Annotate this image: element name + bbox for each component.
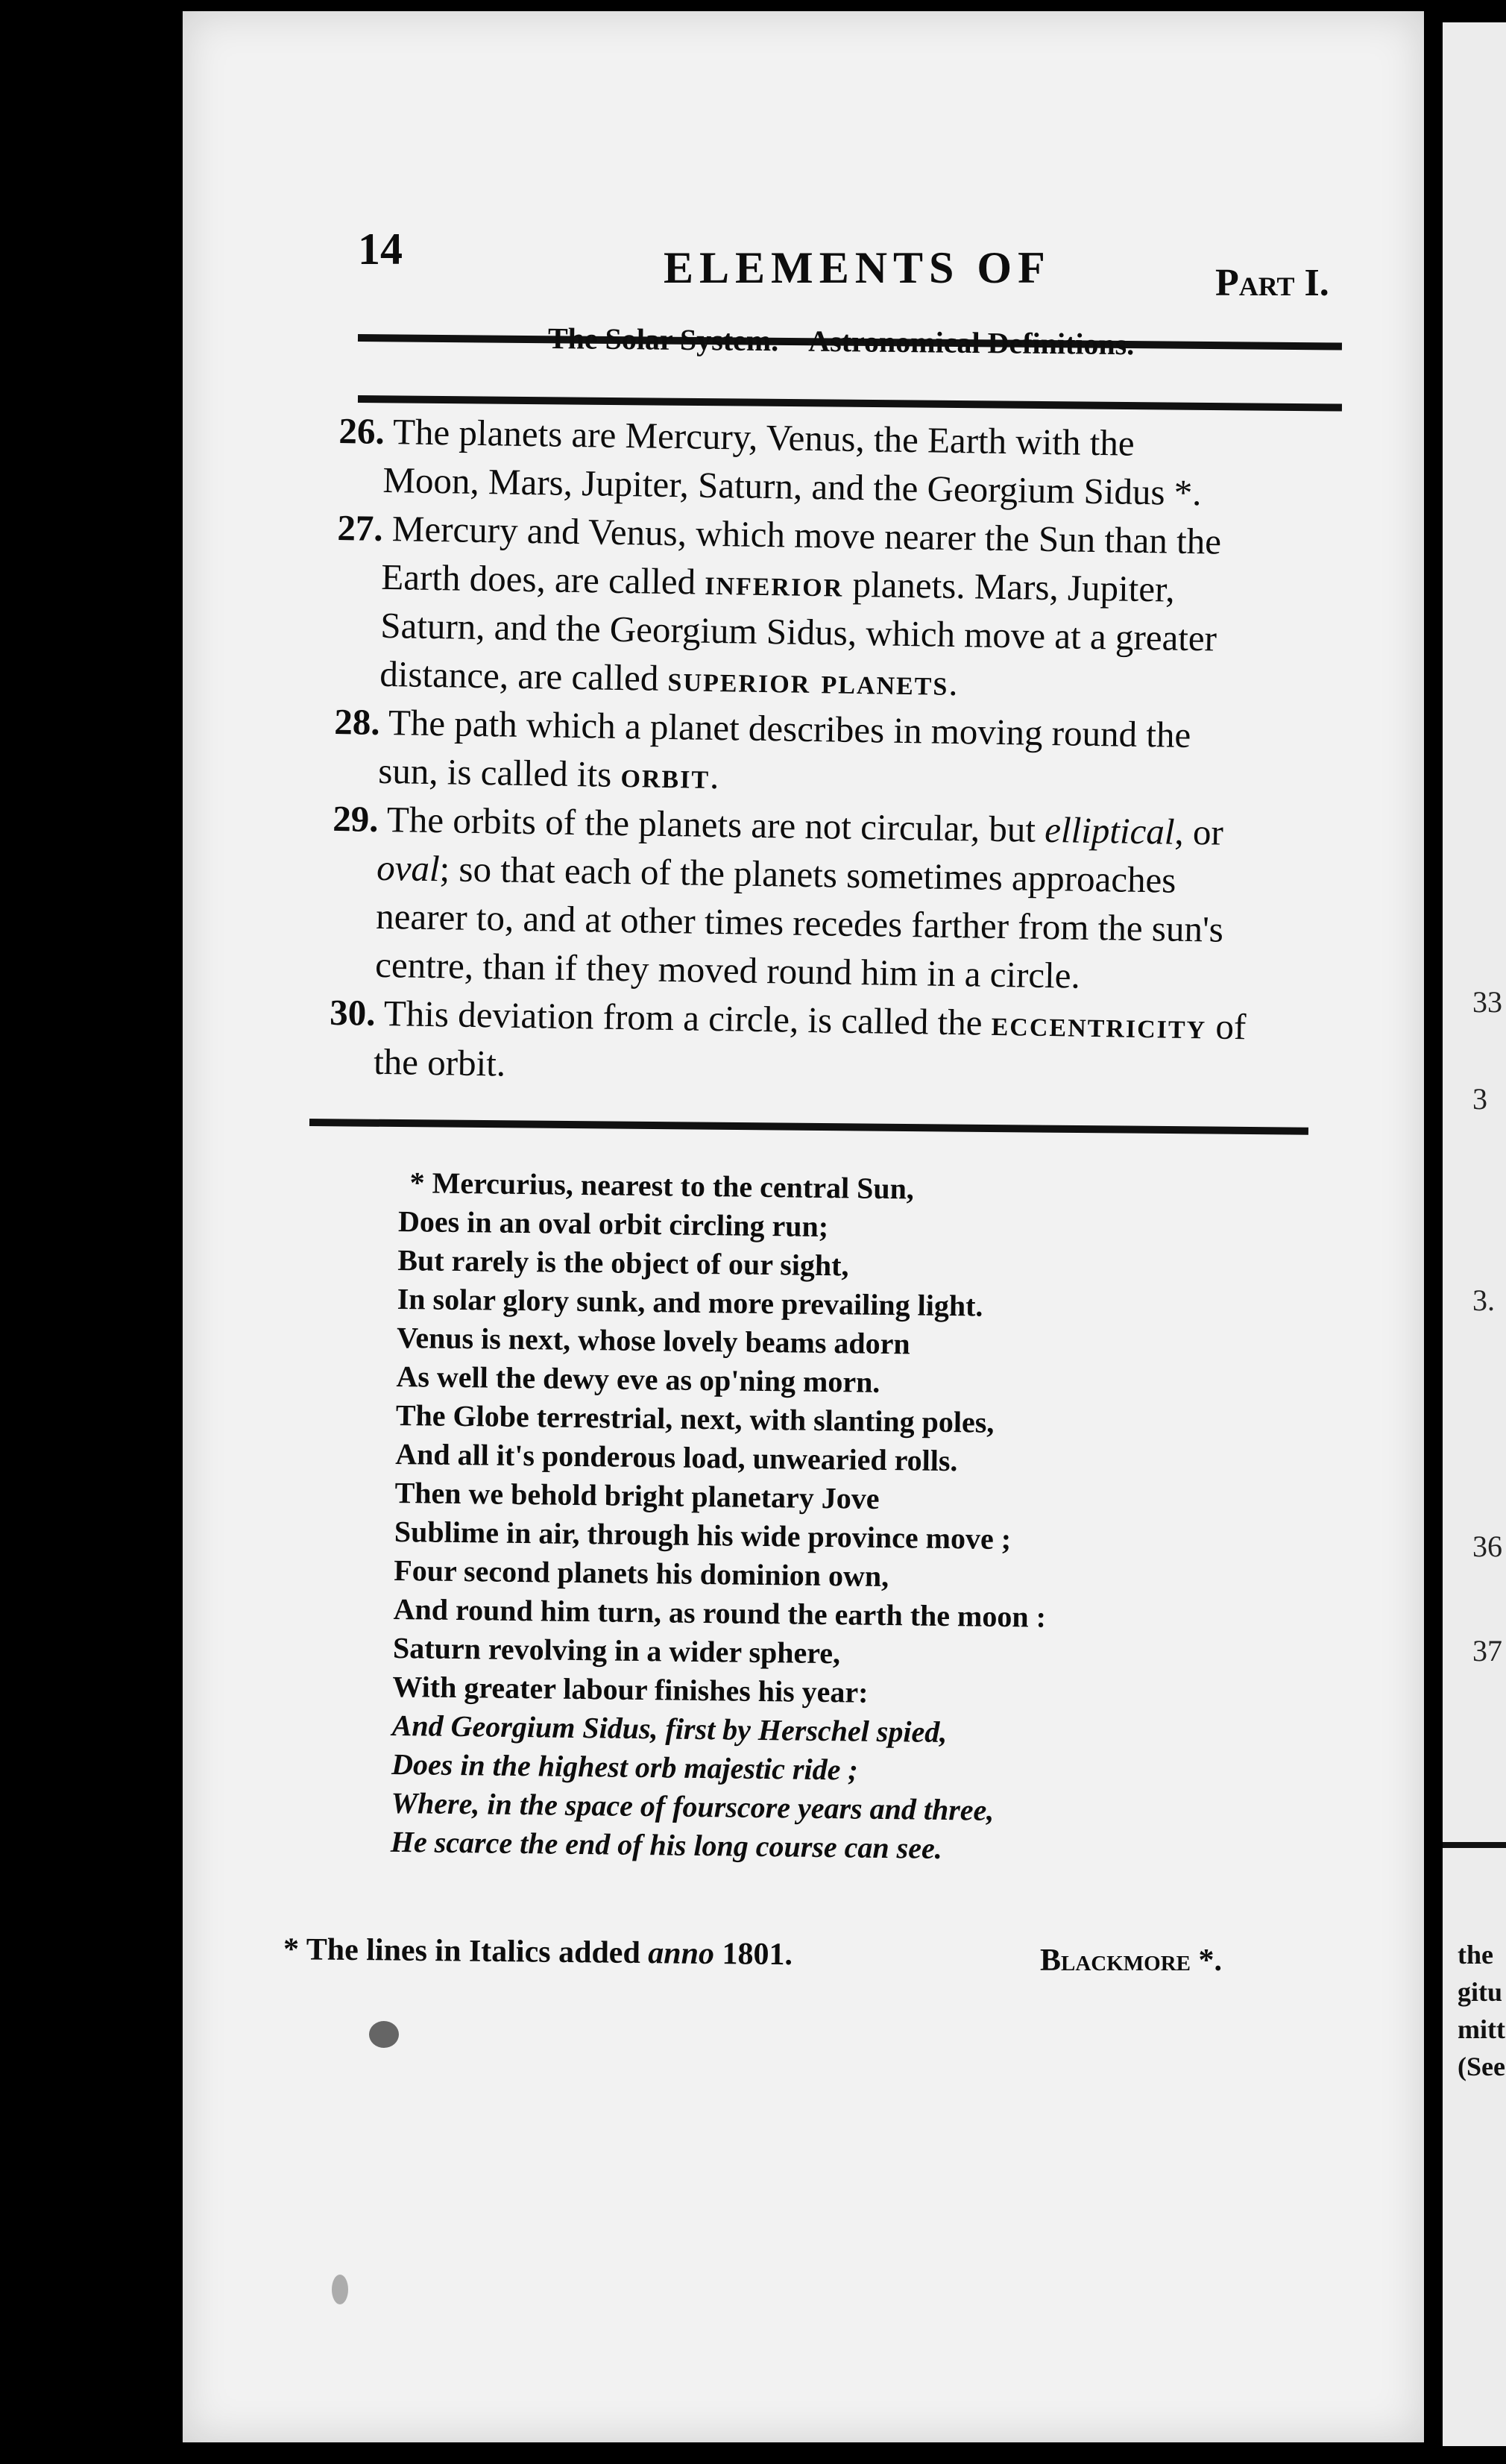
poem-line: And all it's ponderous load, unwearied rolls. [394,1436,958,1478]
definitions-list [329,406,1331,1101]
adjacent-page-word: the [1458,1940,1493,1970]
poem-line: * Mercurius, nearest to the central Sun, [409,1166,915,1206]
definition-26: 26. The planets are Mercury, Venus, the Earth with the Moon, Mars, Jupiter, Saturn, and the Georgium Sidus *. [338,409,1202,514]
poem-line: The Globe terrestrial, next, with slanting poles, [395,1398,995,1439]
running-title: ELEMENTS OF [664,243,1051,292]
adjacent-page-word: (See [1458,2052,1505,2081]
term-inferior: inferior [704,561,844,605]
poem-line: And round him turn, as round the earth the moon : [393,1591,1047,1634]
poem-line: Four second planets his dominion own, [394,1553,889,1594]
term-superior-planets: superior planets [667,657,949,703]
poem-line: Saturn revolving in a wider sphere, [392,1630,841,1671]
poem-line: With greater labour finishes his year: [392,1669,869,1709]
term-eccentricity: eccentricity [991,1002,1207,1047]
footnote-author: Blackmore *. [1040,1943,1223,1978]
adjacent-page-word: gitu [1458,1977,1503,2007]
adjacent-page-edge [1443,22,1506,2446]
poem-line: Does in an oval orbit circling run; [397,1204,829,1244]
definition-29: 29. The orbits of the planets are not circular, but elliptical, or oval; so that each of the planets sometimes approaches nearer to, and at other times recedes farther from the sun's centre, than if they moved round him in a circle. [332,797,1224,996]
poem-line-italic: He scarce the end of his long course can see. [390,1824,943,1865]
adjacent-page-number: 33 [1472,985,1502,1019]
poem-line: Sublime in air, through his wide province move ; [394,1514,1012,1556]
adjacent-page-number: 36 [1472,1530,1502,1563]
poem-line: In solar glory sunk, and more prevailing light. [397,1281,983,1323]
ink-smudge [369,2021,399,2048]
definition-30: 30. This deviation from a circle, is called the eccentricity of the orbit. [329,991,1247,1084]
section-subheader: The Solar System.—Astronomical Definitions. [547,321,1135,362]
poem-line: Then we behold bright planetary Jove [394,1475,880,1515]
poem-line: As well the dewy eve as op'ning morn. [396,1359,880,1399]
part-label: Part I. [1215,262,1329,304]
footnote-poem [391,1163,1052,1870]
poem-line-italic: Does in the highest orb majestic ride ; [391,1747,858,1787]
poem-line-italic: And Georgium Sidus, first by Herschel spied, [391,1708,948,1750]
adjacent-page-number: 3. [1472,1283,1495,1317]
poem-line-italic: Where, in the space of fourscore years and three, [391,1785,995,1827]
term-elliptical: elliptical [1044,808,1175,852]
definition-27: 27. Mercury and Venus, which move nearer the Sun than the Earth does, are called inferior planets. Mars, Jupiter, Saturn, and the Georgium Sidus, which move at a greater distance, are called superior planets. [337,506,1222,704]
term-oval: oval [376,846,441,890]
definition-28: 28. The path which a planet describes in moving round the sun, is called its orbit. [333,700,1191,797]
ink-smudge [332,2275,348,2304]
poem-line: But rarely is the object of our sight, [397,1242,849,1283]
term-orbit: orbit [620,753,711,796]
adjacent-page-word: mitt [1458,2014,1505,2044]
page-number: 14 [358,224,403,274]
adjacent-page-number: 37 [1472,1634,1502,1668]
footnote-note: * The lines in Italics added anno 1801. [283,1932,793,1973]
adjacent-page-rule [1443,1842,1506,1848]
adjacent-page-number: 3 [1472,1082,1487,1116]
poem-line: Venus is next, whose lovely beams adorn [396,1320,910,1361]
